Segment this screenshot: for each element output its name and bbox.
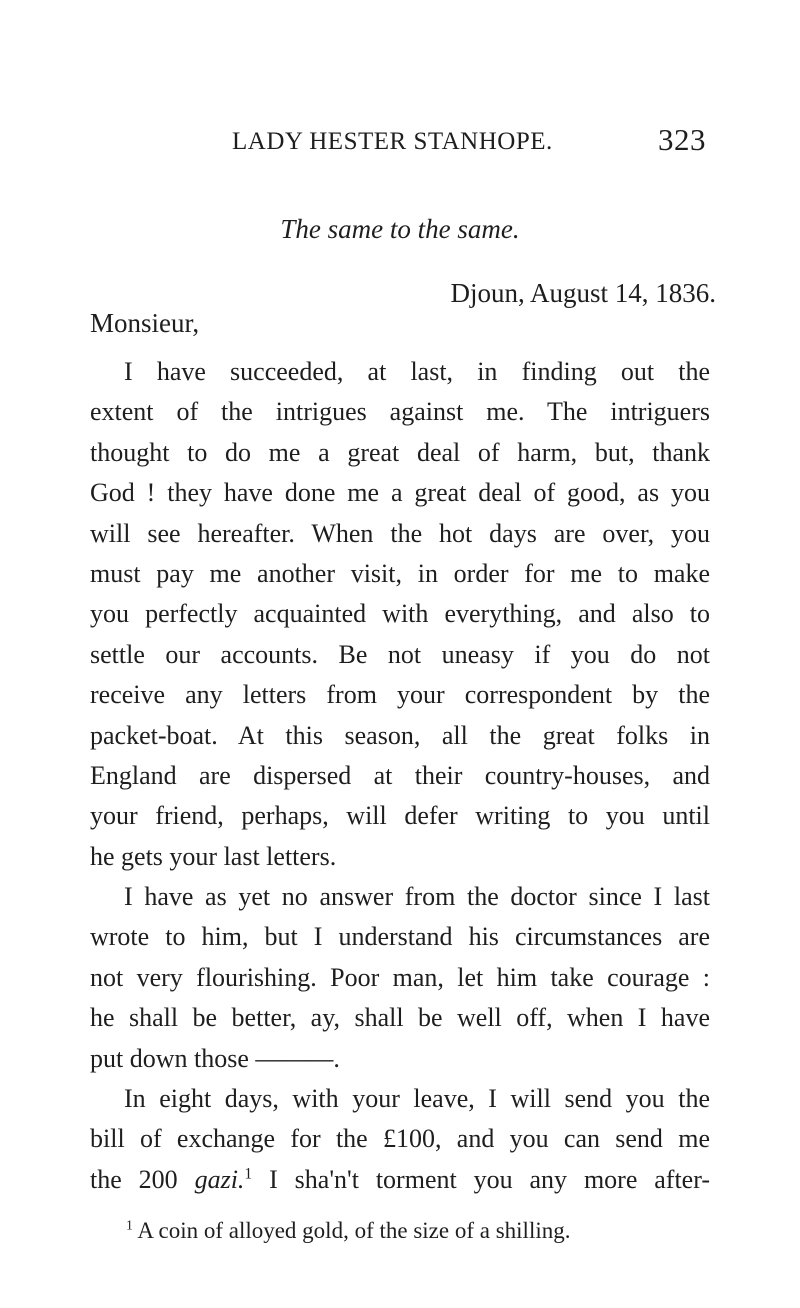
body-line: not very flourishing. Poor man, let him take courage : — [90, 962, 710, 992]
letter-body — [90, 352, 710, 1200]
body-line: will see hereafter. When the hot days are over, you — [90, 518, 710, 548]
footnote-marker: 1 — [126, 1217, 133, 1233]
running-head — [232, 122, 706, 162]
page-number: 323 — [658, 122, 706, 157]
body-line-end: I sha'n't torment you any more after- — [269, 1164, 711, 1194]
letter-dateline: Djoun, August 14, 1836. — [450, 278, 716, 308]
body-line-with-footnote-ref — [90, 1160, 710, 1200]
body-line: he gets your last letters. — [90, 841, 337, 871]
body-line: bill of exchange for the £100, and you can send me — [90, 1124, 710, 1154]
letter-heading: The same to the same. — [280, 214, 520, 244]
running-title: LADY HESTER STANHOPE. — [232, 128, 553, 155]
body-line: England are dispersed at their country-houses, and — [90, 760, 710, 790]
footnote-reference: 1 — [244, 1165, 253, 1183]
body-line: In eight days, with your leave, I will send you the — [124, 1084, 710, 1114]
italic-word: gazi. — [194, 1164, 245, 1194]
footnote-text: A coin of alloyed gold, of the size of a shilling. — [137, 1218, 571, 1243]
body-line: I have as yet no answer from the doctor since I last — [124, 882, 710, 912]
body-line: he shall be better, ay, shall be well off, when I have — [90, 1003, 710, 1033]
body-line: thought to do me a great deal of harm, but, thank — [90, 437, 710, 467]
body-line: wrote to him, but I understand his circumstances are — [90, 922, 710, 952]
body-line: your friend, perhaps, will defer writing to you until — [90, 801, 710, 831]
body-line: extent of the intrigues against me. The intriguers — [90, 397, 710, 427]
body-line: settle our accounts. Be not uneasy if you do not — [90, 639, 710, 669]
body-line: you perfectly acquainted with everything, and also to — [90, 599, 710, 629]
body-line: packet-boat. At this season, all the great folks in — [90, 720, 710, 750]
body-line: must pay me another visit, in order for me to make — [90, 558, 710, 588]
body-line: put down those ———. — [90, 1043, 340, 1073]
footnote — [126, 1218, 570, 1244]
body-line: receive any letters from your correspondent by the — [90, 680, 710, 710]
letter-salutation: Monsieur, — [90, 308, 200, 338]
body-line: God ! they have done me a great deal of good, as you — [90, 478, 710, 508]
body-line-start: the 200 — [90, 1164, 178, 1194]
body-line: I have succeeded, at last, in finding out the — [124, 357, 710, 386]
